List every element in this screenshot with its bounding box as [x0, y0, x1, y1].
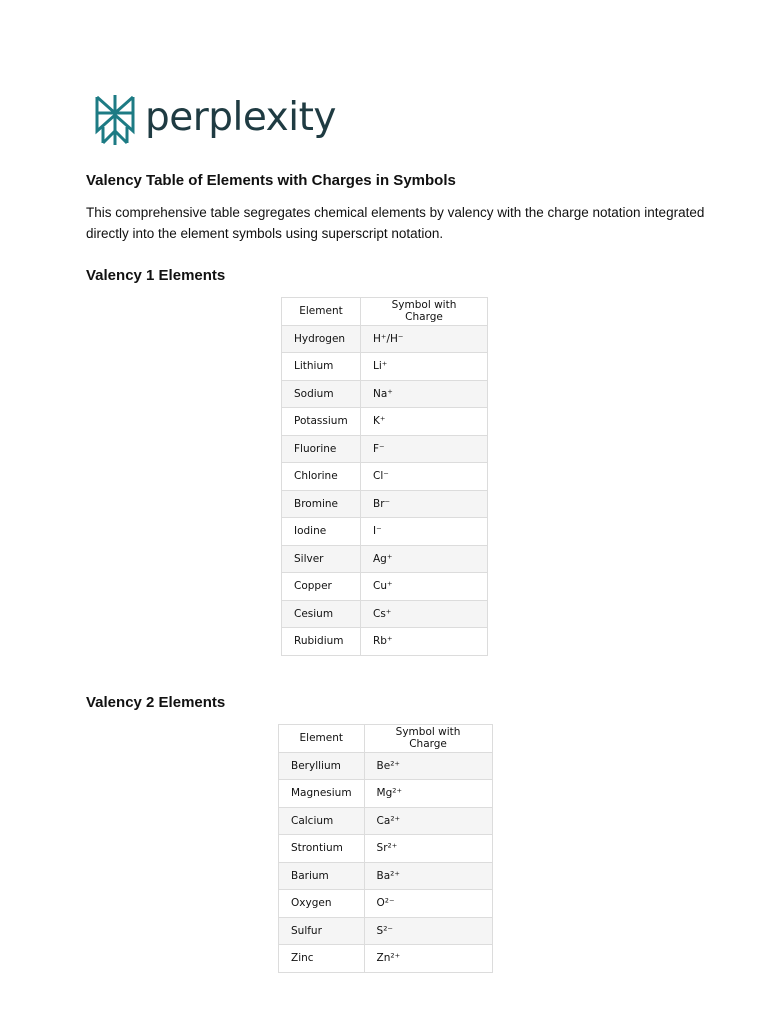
logo-wordmark: perplexity — [145, 95, 336, 140]
table-row — [279, 917, 493, 945]
intro-paragraph: This comprehensive table segregates chemical elements by valency with the charge notation integrated directly into the element symbols using superscript notation. — [86, 205, 705, 241]
element-name-cell: Barium — [279, 862, 365, 890]
table-row — [282, 573, 488, 601]
header-element: Element — [282, 298, 361, 326]
section-title-valency-2: Valency 2 Elements — [86, 694, 226, 711]
perplexity-logo — [93, 93, 336, 147]
table-row — [279, 862, 493, 890]
charge-symbol-cell: Rb⁺ — [361, 628, 488, 656]
valency-1-table — [281, 297, 488, 656]
table-row — [279, 835, 493, 863]
table-row — [279, 945, 493, 973]
table-row — [282, 408, 488, 436]
charge-symbol-cell: Sr²⁺ — [364, 835, 492, 863]
element-name-cell: Sodium — [282, 380, 361, 408]
table-row — [279, 890, 493, 918]
valency-2-table — [278, 724, 493, 973]
table-row — [282, 325, 488, 353]
element-name-cell: Rubidium — [282, 628, 361, 656]
table-row — [282, 435, 488, 463]
element-name-cell: Magnesium — [279, 780, 365, 808]
table-row — [282, 463, 488, 491]
header-symbol: Symbol with Charge — [361, 298, 488, 326]
table-row — [282, 545, 488, 573]
element-name-cell: Zinc — [279, 945, 365, 973]
charge-symbol-cell: Cs⁺ — [361, 600, 488, 628]
table-row — [279, 780, 493, 808]
table-row — [282, 518, 488, 546]
charge-symbol-cell: O²⁻ — [364, 890, 492, 918]
header-element: Element — [279, 725, 365, 753]
table-row — [282, 353, 488, 381]
charge-symbol-cell: H⁺/H⁻ — [361, 325, 488, 353]
charge-symbol-cell: Ba²⁺ — [364, 862, 492, 890]
element-name-cell: Chlorine — [282, 463, 361, 491]
charge-symbol-cell: Zn²⁺ — [364, 945, 492, 973]
element-name-cell: Copper — [282, 573, 361, 601]
table-header-row — [282, 298, 488, 326]
charge-symbol-cell: Br⁻ — [361, 490, 488, 518]
table-row — [279, 807, 493, 835]
element-name-cell: Lithium — [282, 353, 361, 381]
table-row — [282, 628, 488, 656]
table-header-row — [279, 725, 493, 753]
charge-symbol-cell: S²⁻ — [364, 917, 492, 945]
element-name-cell: Cesium — [282, 600, 361, 628]
charge-symbol-cell: Ca²⁺ — [364, 807, 492, 835]
charge-symbol-cell: F⁻ — [361, 435, 488, 463]
element-name-cell: Potassium — [282, 408, 361, 436]
element-name-cell: Hydrogen — [282, 325, 361, 353]
charge-symbol-cell: Cu⁺ — [361, 573, 488, 601]
element-name-cell: Silver — [282, 545, 361, 573]
perplexity-logo-icon — [93, 93, 137, 147]
charge-symbol-cell: Cl⁻ — [361, 463, 488, 491]
element-name-cell: Fluorine — [282, 435, 361, 463]
charge-symbol-cell: K⁺ — [361, 408, 488, 436]
element-name-cell: Sulfur — [279, 917, 365, 945]
document-title: Valency Table of Elements with Charges in Symbols — [86, 172, 456, 189]
element-name-cell: Beryllium — [279, 752, 365, 780]
header-symbol: Symbol with Charge — [364, 725, 492, 753]
charge-symbol-cell: Na⁺ — [361, 380, 488, 408]
element-name-cell: Bromine — [282, 490, 361, 518]
charge-symbol-cell: Be²⁺ — [364, 752, 492, 780]
section-title-valency-1: Valency 1 Elements — [86, 267, 226, 284]
table-row — [282, 600, 488, 628]
charge-symbol-cell: Mg²⁺ — [364, 780, 492, 808]
element-name-cell: Strontium — [279, 835, 365, 863]
charge-symbol-cell: Li⁺ — [361, 353, 488, 381]
element-name-cell: Calcium — [279, 807, 365, 835]
element-name-cell: Oxygen — [279, 890, 365, 918]
element-name-cell: Iodine — [282, 518, 361, 546]
table-row — [282, 380, 488, 408]
charge-symbol-cell: Ag⁺ — [361, 545, 488, 573]
table-row — [282, 490, 488, 518]
table-row — [279, 752, 493, 780]
charge-symbol-cell: I⁻ — [361, 518, 488, 546]
